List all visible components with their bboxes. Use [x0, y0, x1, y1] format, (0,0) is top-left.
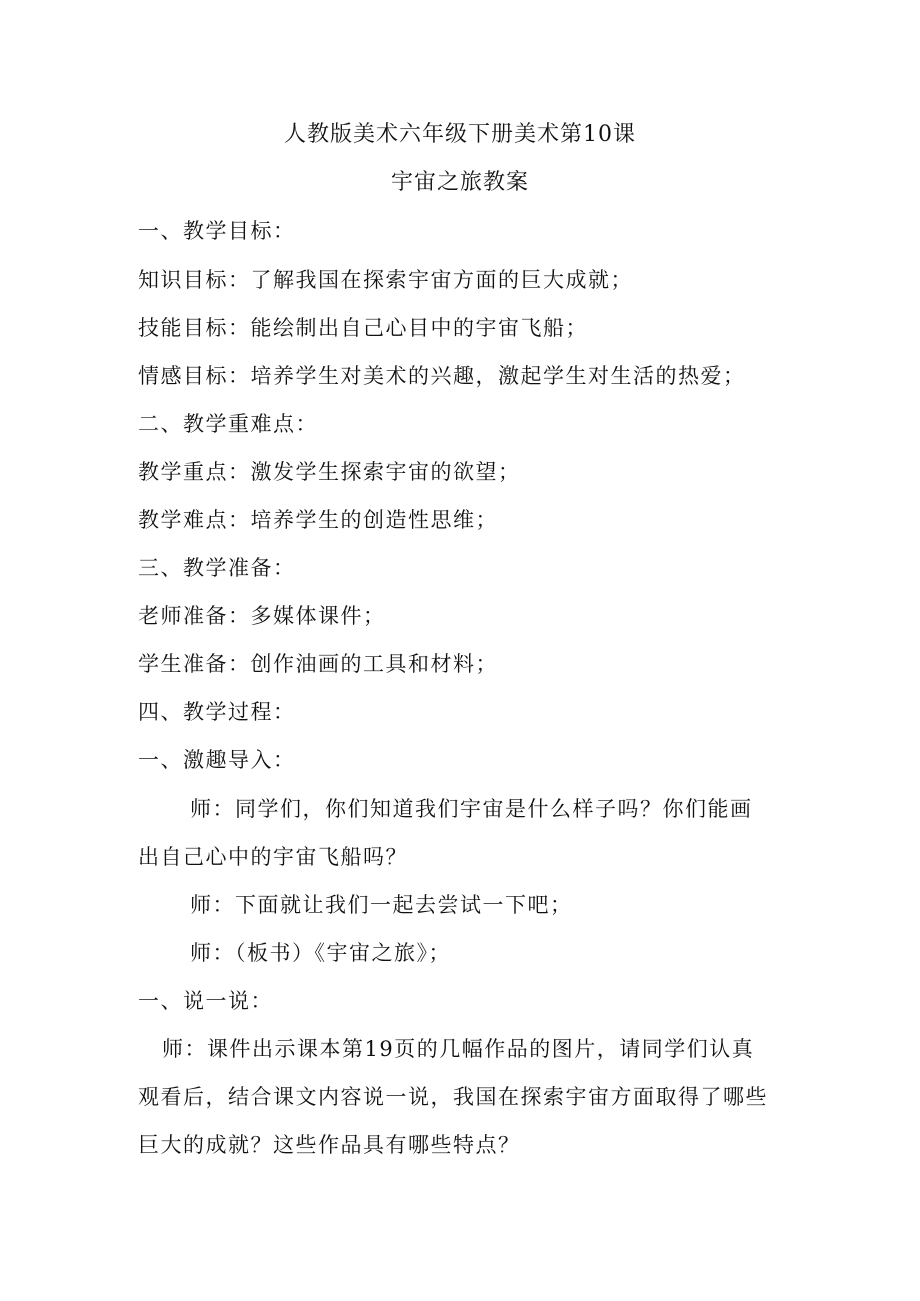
paragraph-line: 观看后，结合课文内容说一说，我国在探索宇宙方面取得了哪些 — [138, 1085, 768, 1109]
paragraph-knowledge-objective: 知识目标：了解我国在探索宇宙方面的巨大成就； — [138, 268, 633, 292]
paragraph-teacher-preparation: 老师准备：多媒体课件； — [138, 604, 386, 628]
paragraph-skill-objective: 技能目标：能绘制出自己心目中的宇宙飞船； — [138, 316, 588, 340]
paragraph-line: 师：课件出示课本第19页的几幅作品的图片，请同学们认真 — [162, 1037, 755, 1061]
section-heading-process: 四、教学过程： — [138, 700, 296, 724]
paragraph-line: 师：（板书）《宇宙之旅》； — [190, 941, 451, 965]
paragraph-difficult-point: 教学难点：培养学生的创造性思维； — [138, 508, 498, 532]
section-heading-objectives: 一、教学目标： — [138, 219, 296, 243]
section-heading-preparation: 三、教学准备： — [138, 556, 296, 580]
subsection-heading-introduction: 一、激趣导入： — [138, 748, 296, 772]
paragraph-emotion-objective: 情感目标：培养学生对美术的兴趣，激起学生对生活的热爱； — [138, 364, 746, 388]
paragraph-key-point: 教学重点：激发学生探索宇宙的欲望； — [138, 460, 521, 484]
subsection-heading-discussion: 一、说一说： — [138, 989, 273, 1013]
paragraph-line: 巨大的成就？这些作品具有哪些特点？ — [138, 1133, 521, 1157]
paragraph-line: 师：同学们，你们知道我们宇宙是什么样子吗？你们能画 — [190, 797, 753, 821]
section-heading-key-points: 二、教学重难点： — [138, 412, 318, 436]
paragraph-student-preparation: 学生准备：创作油画的工具和材料； — [138, 652, 498, 676]
paragraph-line: 出自己心中的宇宙飞船吗？ — [138, 845, 408, 869]
document-subtitle: 宇宙之旅教案 — [390, 170, 529, 195]
paragraph-line: 师：下面就让我们一起去尝试一下吧； — [190, 893, 573, 917]
document-title: 人教版美术六年级下册美术第10课 — [284, 122, 636, 147]
